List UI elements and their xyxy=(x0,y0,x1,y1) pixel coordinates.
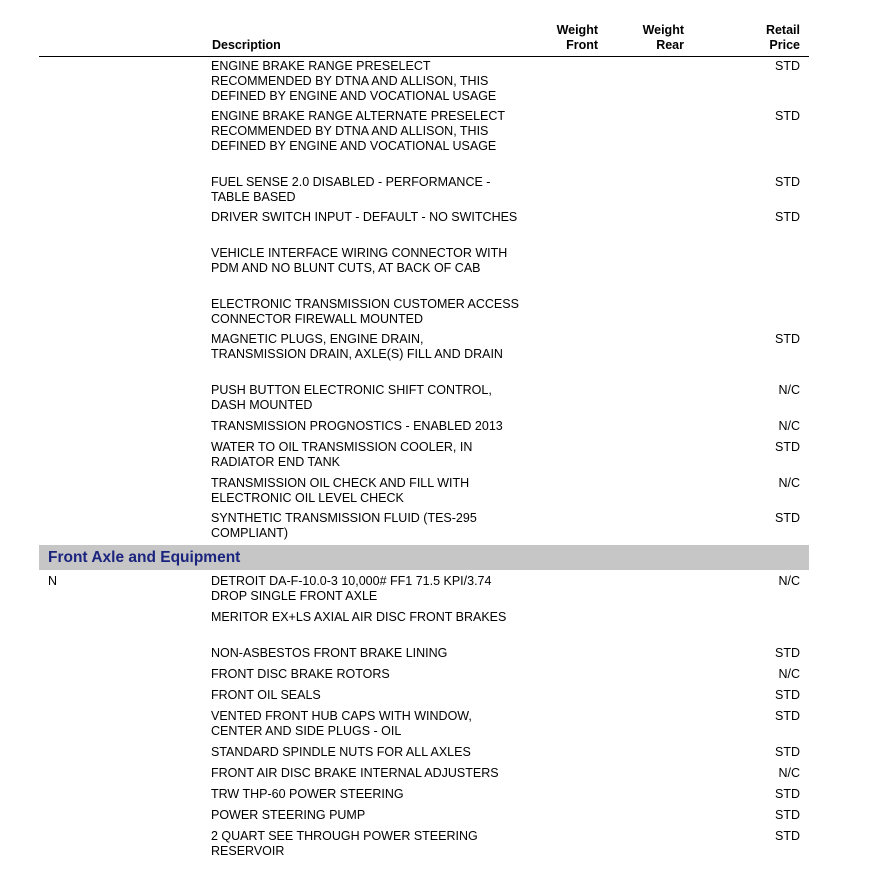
item-description: TRANSMISSION OIL CHECK AND FILL WITH ELECTRONIC OIL LEVEL CHECK xyxy=(211,476,470,505)
column-header-retail-price: Retail Price xyxy=(765,23,800,52)
item-description: WATER TO OIL TRANSMISSION COOLER, IN RADIATOR END TANK xyxy=(211,440,473,469)
column-header-weight-rear: Weight Rear xyxy=(642,23,684,52)
item-price: N/C xyxy=(778,574,800,588)
item-description: NON-ASBESTOS FRONT BRAKE LINING xyxy=(211,646,448,660)
item-price: STD xyxy=(775,511,800,525)
item-price: STD xyxy=(775,646,800,660)
header-divider xyxy=(39,56,809,57)
item-description: DRIVER SWITCH INPUT - DEFAULT - NO SWITCHES xyxy=(211,210,518,224)
item-description: FUEL SENSE 2.0 DISABLED - PERFORMANCE - TABLE BASED xyxy=(211,175,491,204)
item-description: SYNTHETIC TRANSMISSION FLUID (TES-295 COMPLIANT) xyxy=(211,511,477,540)
item-price: STD xyxy=(775,210,800,224)
item-price: STD xyxy=(775,175,800,189)
section-title: Front Axle and Equipment xyxy=(48,549,241,566)
item-price: N/C xyxy=(778,476,800,490)
item-price: STD xyxy=(775,332,800,346)
item-description: TRANSMISSION PROGNOSTICS - ENABLED 2013 xyxy=(211,419,503,433)
item-price: STD xyxy=(775,440,800,454)
item-description: VEHICLE INTERFACE WIRING CONNECTOR WITH PDM AND NO BLUNT CUTS, AT BACK OF CAB xyxy=(211,246,508,275)
item-description: VENTED FRONT HUB CAPS WITH WINDOW, CENTER AND SIDE PLUGS - OIL xyxy=(211,709,472,738)
item-price: N/C xyxy=(778,383,800,397)
item-description: ENGINE BRAKE RANGE ALTERNATE PRESELECT RECOMMENDED BY DTNA AND ALLISON, THIS DEFINED BY ENGINE AND VOCATIONAL USAGE xyxy=(211,109,505,153)
item-description: ELECTRONIC TRANSMISSION CUSTOMER ACCESS CONNECTOR FIREWALL MOUNTED xyxy=(211,297,519,326)
item-description: FRONT AIR DISC BRAKE INTERNAL ADJUSTERS xyxy=(211,766,499,780)
section-header-front-axle xyxy=(39,545,809,570)
item-price: N/C xyxy=(778,419,800,433)
item-description: TRW THP-60 POWER STEERING xyxy=(211,787,404,801)
item-price: STD xyxy=(775,688,800,702)
item-price: STD xyxy=(775,109,800,123)
item-description: DETROIT DA-F-10.0-3 10,000# FF1 71.5 KPI/3.74 DROP SINGLE FRONT AXLE xyxy=(211,574,492,603)
item-description: PUSH BUTTON ELECTRONIC SHIFT CONTROL, DASH MOUNTED xyxy=(211,383,492,412)
column-header-description: Description xyxy=(212,38,281,52)
item-price: N/C xyxy=(778,766,800,780)
item-description: MAGNETIC PLUGS, ENGINE DRAIN, TRANSMISSION DRAIN, AXLE(S) FILL AND DRAIN xyxy=(211,332,503,361)
item-description: MERITOR EX+LS AXIAL AIR DISC FRONT BRAKES xyxy=(211,610,507,624)
item-price: STD xyxy=(775,709,800,723)
column-header-weight-front: Weight Front xyxy=(556,23,598,52)
item-description: ENGINE BRAKE RANGE PRESELECT RECOMMENDED BY DTNA AND ALLISON, THIS DEFINED BY ENGINE AND VOCATIONAL USAGE xyxy=(211,59,497,103)
item-description: FRONT DISC BRAKE ROTORS xyxy=(211,667,390,681)
item-price: STD xyxy=(775,808,800,822)
item-price: STD xyxy=(775,59,800,73)
item-price: STD xyxy=(775,745,800,759)
item-price: N/C xyxy=(778,667,800,681)
item-description: FRONT OIL SEALS xyxy=(211,688,321,702)
item-description: 2 QUART SEE THROUGH POWER STEERING RESERVOIR xyxy=(211,829,478,858)
item-description: POWER STEERING PUMP xyxy=(211,808,366,822)
item-price: STD xyxy=(775,829,800,843)
item-code: N xyxy=(48,574,58,588)
item-price: STD xyxy=(775,787,800,801)
table-header xyxy=(0,0,877,58)
item-description: STANDARD SPINDLE NUTS FOR ALL AXLES xyxy=(211,745,471,759)
